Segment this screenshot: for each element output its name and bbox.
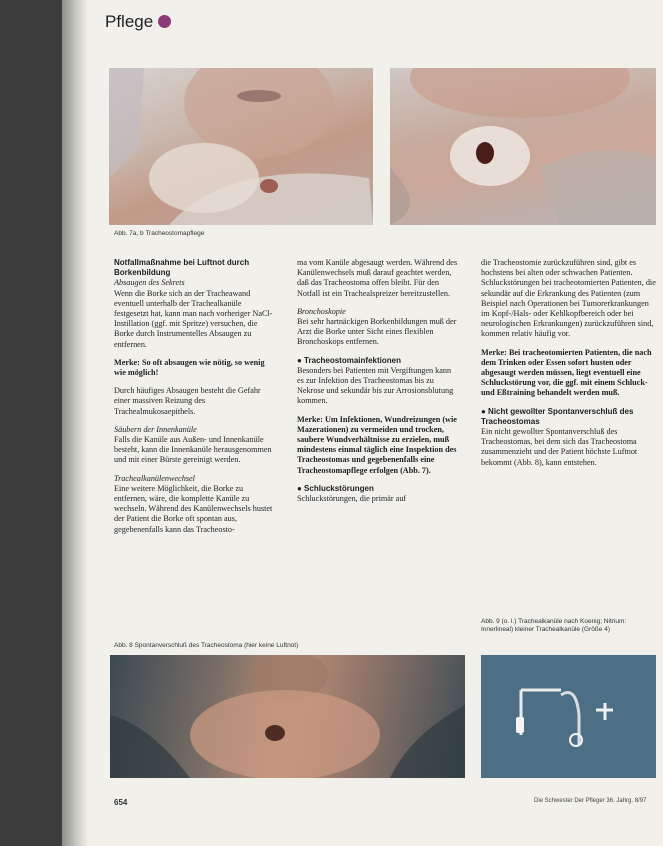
journal-footer: Die Schwester Der Pfleger 36. Jahrg. 8/97: [534, 798, 647, 804]
photo-tracheal-cannulas: [481, 655, 656, 778]
subheading-bronchoscopy: Bronchoskopie: [297, 306, 346, 316]
heading-swallowing: ● Schluckstörungen: [297, 483, 374, 493]
text-column-2: [297, 258, 459, 512]
document-page: [62, 0, 663, 846]
subheading-inner-cannula: Säubern der Innenkanüle: [114, 424, 197, 434]
note-suction: Merke: So oft absaugen wie nötig, so wenig wie möglich!: [114, 357, 265, 378]
paragraph-swallowing: Schluckstörungen, die primär auf: [297, 494, 407, 504]
paragraph-suction: Wenn die Borke sich an der Tracheawand eventuell unterhalb der Trachealkanüle festgesetzt hat, kann man nach vorheriger NaCl-Instillation (ggf. mit Spritze) versuchen, die Borke durch Instrumentelles Absaugen zu entfernen.: [114, 288, 273, 349]
paragraph-bronchoscopy: Bei sehr hartnäckigen Borkenbildungen muß der Arzt die Borke unter Sicht eines flexiblen Bronchoskops entfernen.: [297, 317, 457, 347]
text-column-3: [481, 258, 656, 476]
heading-spontaneous-closure: ● Nicht gewollter Spontanverschluß des Tracheostomas: [481, 406, 634, 426]
page-number: 654: [114, 798, 128, 807]
heading-emergency: Notfallmaßnahme bei Luftnot durch Borkenbildung: [114, 258, 250, 278]
binding-gutter: [62, 0, 88, 846]
figure-8-caption: Abb. 8 Spontanverschluß des Tracheostoma (hier keine Luftnot): [114, 642, 299, 649]
paragraph-irritation: Durch häufiges Absaugen besteht die Gefahr einer massiven Reizung des Trachealmukosaepithels.: [114, 386, 261, 416]
paragraph-continued: ma vom Kanüle abgesaugt werden. Während des Kanülenwechsels muß darauf geachtet werden, daß das Tracheostoma offen bleibt. Für den Notfall ist ein Trachealspreizer bereitzustellen.: [297, 258, 458, 298]
paragraph-spontaneous-closure: Ein nicht gewollter Spontanverschluß des Tracheostomas, bei dem sich das Tracheostoma zusammenzieht und der Patient höchste Luftnot bekommt (Abb. 8), kann entstehen.: [481, 427, 638, 467]
text-column-1: [114, 258, 274, 543]
note-infections: Merke: Um Infektionen, Wundreizungen (wie Mazerationen) zu vermeiden und trocken, saubere Wundverhältnisse zu erzielen, muß mindestens einmal täglich eine Inspektion des Tracheostomas und gegebenenfalls eine Tracheostomapflege erfolgen (Abb. 7).: [297, 414, 457, 475]
paragraph-inner-cannula: Falls die Kanüle aus Außen- und Innenkanüle besteht, kann die Innenkanüle herausgenommen und mit einer Bürste gereinigt werden.: [114, 435, 272, 465]
accent-dot: [158, 15, 171, 28]
heading-infections: ● Tracheostomainfektionen: [297, 355, 401, 365]
photo-spontaneous-closure: [110, 655, 465, 778]
subheading-cannula-change: Trachealkanülenwechsel: [114, 473, 195, 483]
figure-9-caption: Abb. 9 (o. l.) Trachealkanüle nach Koenig; Nitrium: Innerlineal) kleiner Trachealkanüle (Größe 4): [481, 618, 627, 633]
paragraph-cannula-change: Eine weitere Möglichkeit, die Borke zu entfernen, wäre, die komplette Kanüle zu wechseln. Während des Kanülenwechsels hustet der Patient die Borke oft spontan aus, gegebenenfalls kann das Tracheosto-: [114, 483, 273, 534]
subheading-suction: Absaugen des Sekrets: [114, 278, 185, 288]
photo-tracheostoma-care-b: [390, 68, 656, 225]
photo-tracheostoma-care-a: [109, 68, 373, 225]
note-swallowing: Merke: Bei tracheotomierten Patienten, die nach dem Trinken oder Essen sofort husten oder abgesaugt werden müssen, liegt eventuell eine Schluckstörung vor, die ggf. mit einem Schluck- und Eßtraining behandelt werden muß.: [481, 347, 652, 398]
section-header: [105, 12, 171, 32]
section-title: Pflege: [105, 12, 154, 31]
paragraph-swallowing-continued: die Tracheostomie zurückzuführen sind, gibt es hochstens bei alten oder schwachen Patienten. Schluckstörungen bei tracheotomierten Patienten, die sekundär auf die Erkrankung des Patienten (zum Beispiel nach Operationen bei Tumorerkrankungen im Kopf-/Hals- oder Kehlkopfbereich oder bei neurologischen Erkrankungen) zurückzuführen sind, kommen relativ häufig vor.: [481, 258, 656, 339]
paragraph-infections: Besonders bei Patienten mit Vergiftungen kann es zur Infektion des Tracheostomas bis zu Nekrose und sekundär bis zur Arrosionsblutung kommen.: [297, 365, 454, 406]
figure-7-caption: Abb. 7a, b Tracheostomapflege: [114, 230, 205, 237]
